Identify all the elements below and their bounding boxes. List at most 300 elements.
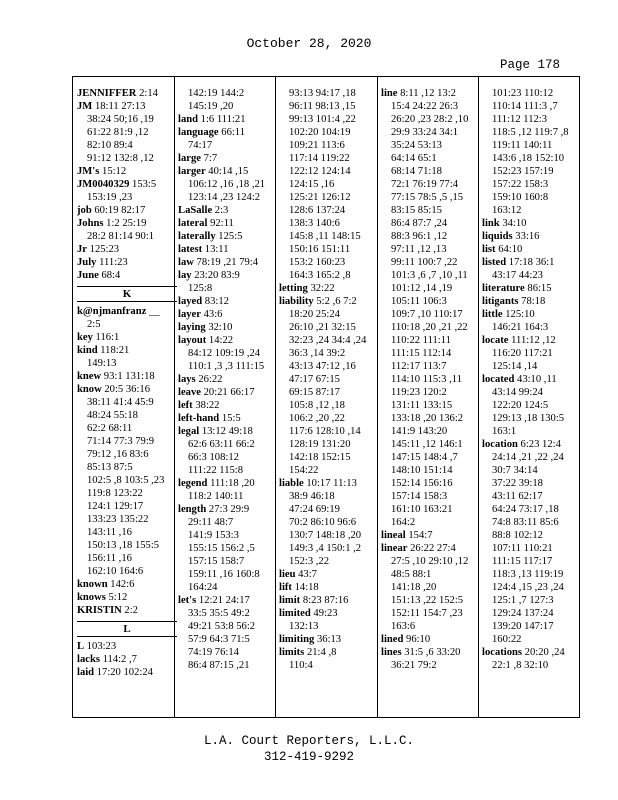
- index-reference-line: 147:15 148:4 ,7: [391, 452, 458, 463]
- index-entry: [77, 653, 177, 666]
- index-column-5: [482, 87, 582, 711]
- index-entry: [178, 334, 278, 347]
- index-reference-line: 106:2 ,20 ,22: [289, 413, 345, 424]
- index-reference-line: 124:1 129:17: [87, 501, 144, 512]
- index-reference-line: 153:19 ,23: [87, 192, 133, 203]
- index-term: LaSalle: [178, 205, 213, 216]
- index-reference-line: 164:24: [188, 582, 218, 593]
- index-term: layed: [178, 296, 203, 307]
- index-reference-line: 33:5 35:5 49:2: [188, 608, 250, 619]
- index-reference-line: 5:2 ,6 7:2: [313, 296, 357, 307]
- index-reference-line: 2:2: [121, 605, 138, 616]
- index-term: lineal: [381, 530, 406, 541]
- index-reference-line: 119:8 123:22: [87, 488, 143, 499]
- footer-company: L.A. Court Reporters, L.L.C.: [203, 734, 415, 748]
- index-entry: [279, 594, 379, 607]
- index-term: latest: [178, 244, 203, 255]
- index-reference-line: 86:4 87:15 ,21: [188, 660, 250, 671]
- index-reference-line: 68:14 71:18: [391, 166, 442, 177]
- index-reference-line: 111:15 112:14: [391, 348, 452, 359]
- index-term: kind: [77, 345, 98, 356]
- index-reference-line: 74:8 83:11 85:6: [492, 517, 559, 528]
- index-reference-line: 8:11 ,12 13:2: [397, 88, 456, 99]
- index-reference-line: 49:23: [310, 608, 338, 619]
- index-entry: [279, 607, 379, 620]
- index-reference-line: 32:10: [205, 322, 233, 333]
- index-entry: [77, 370, 177, 383]
- index-term: link: [482, 218, 500, 229]
- index-term: length: [178, 504, 207, 515]
- index-reference-line: 116:1: [92, 332, 120, 343]
- index-entry: [77, 178, 177, 191]
- index-term: limited: [279, 608, 311, 619]
- index-reference-line: 1:2 25:19: [103, 218, 147, 229]
- index-term: literature: [482, 283, 525, 294]
- index-entry: [77, 269, 177, 282]
- index-term: laying: [178, 322, 206, 333]
- index-reference-line: 17:20 102:24: [94, 667, 153, 678]
- index-term: legend: [178, 478, 208, 489]
- index-reference-line: 37:22 39:18: [492, 478, 543, 489]
- index-reference-line: 163:1: [492, 426, 517, 437]
- index-reference-line: 118:2 140:11: [188, 491, 244, 502]
- index-reference-line: 114:10 115:3 ,11: [391, 374, 462, 385]
- index-term: location: [482, 439, 518, 450]
- index-entry: [178, 425, 278, 438]
- index-term: liquids: [482, 231, 513, 242]
- index-term: locations: [482, 647, 523, 658]
- index-reference-line: 141:9 153:3: [188, 530, 239, 541]
- index-reference-line: 123:14 ,23 124:2: [188, 192, 261, 203]
- index-reference-line: 111:22 115:8: [188, 465, 244, 476]
- index-entry: [482, 646, 582, 659]
- index-reference-line: 102:5 ,8 103:5 ,23: [87, 475, 165, 486]
- index-reference-line: 118:3 ,13 119:19: [492, 569, 564, 580]
- index-reference-line: 133:18 ,20 136:2: [391, 413, 464, 424]
- index-reference-line: 110:14 111:3 ,7: [492, 101, 558, 112]
- index-reference-line: 20:5 36:16: [101, 384, 150, 395]
- index-reference-line: 26:22 27:4: [407, 543, 456, 554]
- index-reference-line: 109:7 ,10 110:17: [391, 309, 463, 320]
- index-entry: [77, 666, 177, 679]
- index-term: KRISTIN: [77, 605, 122, 616]
- index-term: larger: [178, 166, 206, 177]
- index-reference-line: 125:14 ,14: [492, 361, 538, 372]
- index-reference-line: 162:10 164:6: [87, 566, 144, 577]
- index-term: lieu: [279, 569, 296, 580]
- index-entry: [178, 269, 278, 282]
- index-reference-line: 157:22 158:3: [492, 179, 549, 190]
- index-reference-line: 15:12: [99, 166, 127, 177]
- index-entry: [482, 217, 582, 230]
- index-entry: [178, 321, 278, 334]
- index-term: knew: [77, 371, 102, 382]
- index-reference-line: 79:12 ,16 83:6: [87, 449, 149, 460]
- index-entry: [279, 581, 379, 594]
- index-reference-line: 43:11 62:17: [492, 491, 543, 502]
- index-reference-line: 118:5 ,12 119:7 ,8: [492, 127, 569, 138]
- index-reference-line: 77:15 78:5 ,5 ,15: [391, 192, 464, 203]
- index-reference-line: 160:22: [492, 634, 522, 645]
- index-reference-line: 18:11 27:13: [92, 101, 146, 112]
- index-reference-line: 125:8: [188, 283, 213, 294]
- index-reference-line: 152:3 ,22: [289, 556, 330, 567]
- index-reference-line: 43:17 44:23: [492, 270, 543, 281]
- index-term: JM's: [77, 166, 100, 177]
- column-divider: [275, 77, 276, 717]
- index-reference-line: 26:22: [195, 374, 223, 385]
- index-reference-line: 163:12: [492, 205, 522, 216]
- index-reference-line: 129:24 137:24: [492, 608, 554, 619]
- index-entry: [178, 230, 278, 243]
- index-reference-line: 142:19 144:2: [188, 88, 245, 99]
- index-entry: [178, 204, 278, 217]
- index-entry: [279, 633, 379, 646]
- index-reference-line: 96:10: [403, 634, 431, 645]
- index-reference-line: 88:3 96:1 ,12: [391, 231, 448, 242]
- index-reference-line: 24:14 ,21 ,22 ,24: [492, 452, 564, 463]
- index-term: located: [482, 374, 515, 385]
- index-reference-line: 125:23: [87, 244, 120, 255]
- index-reference-line: 148:10 151:14: [391, 465, 453, 476]
- index-reference-line: 43:7: [295, 569, 317, 580]
- index-reference-line: 163:6: [391, 621, 416, 632]
- index-term: litigants: [482, 296, 519, 307]
- index-reference-line: 93:13 94:17 ,18: [289, 88, 356, 99]
- index-reference-line: 125:1 ,7 127:3: [492, 595, 554, 606]
- index-reference-line: 154:7: [405, 530, 433, 541]
- index-term: liable: [279, 478, 304, 489]
- index-term: laterally: [178, 231, 216, 242]
- index-reference-line: 139:20 147:17: [492, 621, 554, 632]
- index-entry: [279, 282, 379, 295]
- index-reference-line: 101:23 110:12: [492, 88, 554, 99]
- index-reference-line: 78:19 ,21 79:4: [193, 257, 259, 268]
- index-term: little: [482, 309, 503, 320]
- index-reference-line: 13:11: [202, 244, 229, 255]
- index-reference-line: 7:7: [200, 153, 218, 164]
- index-reference-line: 150:16 151:11: [289, 244, 351, 255]
- index-reference-line: 84:12 109:19 ,24: [188, 348, 261, 359]
- index-reference-line: 152:23 157:19: [492, 166, 554, 177]
- index-reference-line: 23:20 83:9: [191, 270, 240, 281]
- index-reference-line: 159:11 ,16 160:8: [188, 569, 260, 580]
- index-reference-line: 111:12 112:3: [492, 114, 548, 125]
- index-term: limits: [279, 647, 305, 658]
- index-reference-line: 101:12 ,14 ,19: [391, 283, 453, 294]
- index-reference-line: 131:11 133:15: [391, 400, 453, 411]
- index-term: lines: [381, 647, 402, 658]
- index-reference-line: 2:14: [136, 88, 158, 99]
- index-reference-line: 2:3: [212, 205, 229, 216]
- index-entry: [482, 243, 582, 256]
- index-entry: [77, 331, 177, 344]
- index-term: June: [77, 270, 99, 281]
- index-reference-line: 116:20 117:21: [492, 348, 553, 359]
- index-term: lays: [178, 374, 196, 385]
- index-term: left: [178, 400, 193, 411]
- index-entry: [381, 646, 481, 659]
- index-entry: [381, 529, 481, 542]
- index-reference-line: 27:5 ,10 29:10 ,12: [391, 556, 469, 567]
- index-reference-line: 149:13: [87, 358, 117, 369]
- column-divider: [377, 77, 378, 717]
- index-reference-line: 117:14 119:22: [289, 153, 350, 164]
- index-column-1: [77, 87, 177, 711]
- index-reference-line: 69:15 87:17: [289, 387, 340, 398]
- index-entry: [178, 217, 278, 230]
- index-reference-line: 99:13 101:4 ,22: [289, 114, 356, 125]
- index-term: large: [178, 153, 201, 164]
- index-reference-line: 74:17: [188, 140, 213, 151]
- index-term: language: [178, 127, 219, 138]
- index-term: lay: [178, 270, 192, 281]
- index-reference-line: 21:4 ,8: [304, 647, 337, 658]
- index-reference-line: 48:24 55:18: [87, 410, 138, 421]
- index-entry: [178, 386, 278, 399]
- index-term: known: [77, 579, 108, 590]
- index-reference-line: 57:9 64:3 71:5: [188, 634, 250, 645]
- index-reference-line: 68:4: [98, 270, 121, 281]
- index-reference-line: 106:12 ,16 ,18 ,21: [188, 179, 266, 190]
- index-reference-line: 20:21 66:17: [200, 387, 255, 398]
- index-entry: [77, 640, 177, 653]
- index-term: lift: [279, 582, 292, 593]
- index-reference-line: 122:20 124:5: [492, 400, 549, 411]
- index-reference-line: 111:15 117:17: [492, 556, 553, 567]
- index-reference-line: 36:13: [314, 634, 342, 645]
- index-reference-line: 161:10 163:21: [391, 504, 453, 515]
- index-entry: [178, 152, 278, 165]
- index-reference-line: 130:7 148:18 ,20: [289, 530, 362, 541]
- index-reference-line: 119:11 140:11: [492, 140, 553, 151]
- index-term: let's: [178, 595, 197, 606]
- index-term: layout: [178, 335, 207, 346]
- index-term: L: [77, 641, 85, 652]
- index-term: leave: [178, 387, 201, 398]
- index-reference-line: 102:20 104:19: [289, 127, 351, 138]
- index-term: laid: [77, 667, 95, 678]
- index-reference-line: 60:19 82:17: [91, 205, 146, 216]
- index-reference-line: 110:4: [289, 660, 313, 671]
- index-reference-line: 111:12 ,12: [508, 335, 556, 346]
- index-term: locate: [482, 335, 509, 346]
- index-reference-line: 141:18 ,20: [391, 582, 437, 593]
- index-entry: [482, 256, 582, 269]
- index-reference-line: 10:17 11:13: [303, 478, 357, 489]
- index-reference-line: 142:6: [107, 579, 135, 590]
- index-reference-line: 155:15 156:2 ,5: [188, 543, 255, 554]
- index-reference-line: 83:15 85:15: [391, 205, 442, 216]
- index-reference-line: 38:22: [192, 400, 220, 411]
- index-reference-line: 112:17 113:7: [391, 361, 447, 372]
- index-term: left-hand: [178, 413, 220, 424]
- index-entry: [178, 256, 278, 269]
- index-reference-line: 111:18 ,20: [207, 478, 255, 489]
- index-reference-line: 128:19 131:20: [289, 439, 351, 450]
- index-entry: [77, 100, 177, 113]
- index-reference-line: 38:11 41:4 45:9: [87, 397, 154, 408]
- index-reference-line: 86:15: [524, 283, 552, 294]
- index-term: line: [381, 88, 398, 99]
- index-reference-line: 22:1 ,8 32:10: [492, 660, 549, 671]
- index-reference-line: 86:4 87:7 ,24: [391, 218, 448, 229]
- index-entry: [178, 503, 278, 516]
- index-reference-line: 107:11 110:21: [492, 543, 553, 554]
- index-entry: [178, 243, 278, 256]
- index-term: limiting: [279, 634, 315, 645]
- index-reference-line: 64:24 73:17 ,18: [492, 504, 559, 515]
- index-reference-line: 6:23 12:4: [517, 439, 561, 450]
- index-reference-line: 13:12 49:18: [199, 426, 253, 437]
- index-reference-line: 88:8 102:12: [492, 530, 543, 541]
- index-entry: [77, 604, 177, 617]
- index-reference-line: 14:18: [291, 582, 319, 593]
- index-term: layer: [178, 309, 201, 320]
- index-reference-line: 48:5 88:1: [391, 569, 432, 580]
- index-entry: [77, 305, 177, 318]
- page-number: Page 178: [500, 58, 561, 72]
- index-entry: [178, 594, 278, 607]
- index-reference-line: 20:20 ,24: [522, 647, 565, 658]
- index-term: know: [77, 384, 102, 395]
- index-reference-line: 124:4 ,15 ,23 ,24: [492, 582, 564, 593]
- index-reference-line: 64:14 65:1: [391, 153, 437, 164]
- index-reference-line: 62:2 68:11: [87, 423, 133, 434]
- index-reference-line: 43:14 99:24: [492, 387, 543, 398]
- index-term: linear: [381, 543, 408, 554]
- index-reference-line: 145:11 ,12 146:1: [391, 439, 463, 450]
- index-reference-line: 93:1 131:18: [101, 371, 155, 382]
- index-reference-line: 15:4 24:22 26:3: [391, 101, 459, 112]
- index-reference-line: 61:22 81:9 ,12: [87, 127, 149, 138]
- index-entry: [482, 373, 582, 386]
- index-entry: [77, 256, 177, 269]
- index-term: lined: [381, 634, 404, 645]
- index-term: k@njmanfranz: [77, 306, 147, 317]
- index-term: lateral: [178, 218, 208, 229]
- index-entry: [77, 344, 177, 357]
- index-column-3: [279, 87, 379, 711]
- index-reference-line: 129:13 ,18 130:5: [492, 413, 565, 424]
- index-term: key: [77, 332, 93, 343]
- index-entry: [381, 87, 481, 100]
- index-entry: [279, 295, 379, 308]
- index-reference-line: 143:11 ,16: [87, 527, 132, 538]
- index-term: list: [482, 244, 496, 255]
- index-entry: [178, 295, 278, 308]
- index-reference-line: 29:9 33:24 34:1: [391, 127, 459, 138]
- index-reference-line: 43:13 47:12 ,16: [289, 361, 356, 372]
- index-reference-line: 78:18: [518, 296, 546, 307]
- index-reference-line: 152:11 154:7 ,23: [391, 608, 463, 619]
- index-reference-line: 14:22: [206, 335, 234, 346]
- index-reference-line: 12:21 24:17: [196, 595, 250, 606]
- index-reference-line: 18:20 25:24: [289, 309, 340, 320]
- index-column-2: [178, 87, 278, 711]
- index-reference-line: 43:6: [200, 309, 223, 320]
- index-reference-line: 105:11 106:3: [391, 296, 447, 307]
- index-reference-line: 143:6 ,18 152:10: [492, 153, 565, 164]
- index-reference-line: 146:21 164:3: [492, 322, 549, 333]
- index-reference-line: __: [146, 306, 160, 317]
- index-reference-line: 117:6 128:10 ,14: [289, 426, 361, 437]
- index-reference-line: 70:2 86:10 96:6: [289, 517, 357, 528]
- index-term: limit: [279, 595, 301, 606]
- index-reference-line: 85:13 87:5: [87, 462, 133, 473]
- index-entry: [482, 308, 582, 321]
- index-reference-line: 71:14 77:3 79:9: [87, 436, 155, 447]
- index-entry: [482, 230, 582, 243]
- index-entry: [77, 165, 177, 178]
- index-reference-line: 38:9 46:18: [289, 491, 335, 502]
- index-reference-line: 153:5: [129, 179, 157, 190]
- index-reference-line: 83:12: [202, 296, 229, 307]
- index-reference-line: 133:23 135:22: [87, 514, 149, 525]
- index-reference-line: 154:22: [289, 465, 319, 476]
- index-reference-line: 124:15 ,16: [289, 179, 335, 190]
- index-entry: [178, 308, 278, 321]
- section-letter: L: [77, 621, 177, 637]
- index-entry: [178, 412, 278, 425]
- index-term: Jr: [77, 244, 87, 255]
- index-reference-line: 111:23: [96, 257, 128, 268]
- index-term: JM0040329: [77, 179, 130, 190]
- index-reference-line: 152:14 156:16: [391, 478, 453, 489]
- index-frame: [72, 76, 580, 718]
- index-term: law: [178, 257, 194, 268]
- index-reference-line: 72:1 76:19 77:4: [391, 179, 459, 190]
- index-entry: [178, 477, 278, 490]
- index-term: JM: [77, 101, 93, 112]
- index-entry: [381, 633, 481, 646]
- index-term: listed: [482, 257, 507, 268]
- index-term: liability: [279, 296, 314, 307]
- index-reference-line: 151:13 ,22 152:5: [391, 595, 464, 606]
- index-reference-line: 101:3 ,6 ,7 ,10 ,11: [391, 270, 468, 281]
- index-entry: [482, 282, 582, 295]
- index-reference-line: 26:10 ,21 32:15: [289, 322, 356, 333]
- index-reference-line: 103:23: [84, 641, 117, 652]
- index-reference-line: 32:22: [307, 283, 335, 294]
- index-reference-line: 128:6 137:24: [289, 205, 346, 216]
- index-reference-line: 110:1 ,3 ,3 111:15: [188, 361, 265, 372]
- index-reference-line: 92:11: [207, 218, 234, 229]
- index-reference-line: 99:11 100:7 ,22: [391, 257, 458, 268]
- index-reference-line: 110:18 ,20 ,21 ,22: [391, 322, 468, 333]
- column-divider: [478, 77, 479, 717]
- index-term: JENNIFFER: [77, 88, 137, 99]
- index-entry: [279, 477, 379, 490]
- index-entry: [77, 383, 177, 396]
- index-reference-line: 64:10: [495, 244, 523, 255]
- index-reference-line: 145:8 ,11 148:15: [289, 231, 361, 242]
- index-reference-line: 49:21 53:8 56:2: [188, 621, 256, 632]
- index-entry: [77, 591, 177, 604]
- index-entry: [77, 578, 177, 591]
- index-reference-line: 36:21 79:2: [391, 660, 437, 671]
- index-reference-line: 141:9 143:20: [391, 426, 448, 437]
- index-entry: [77, 217, 177, 230]
- index-term: July: [77, 257, 97, 268]
- index-entry: [381, 542, 481, 555]
- index-term: lacks: [77, 654, 100, 665]
- index-entry: [178, 399, 278, 412]
- index-reference-line: 2:5: [87, 319, 101, 330]
- index-reference-line: 119:23 120:2: [391, 387, 447, 398]
- header-date: October 28, 2020: [246, 36, 372, 51]
- index-reference-line: 105:8 ,12 ,18: [289, 400, 345, 411]
